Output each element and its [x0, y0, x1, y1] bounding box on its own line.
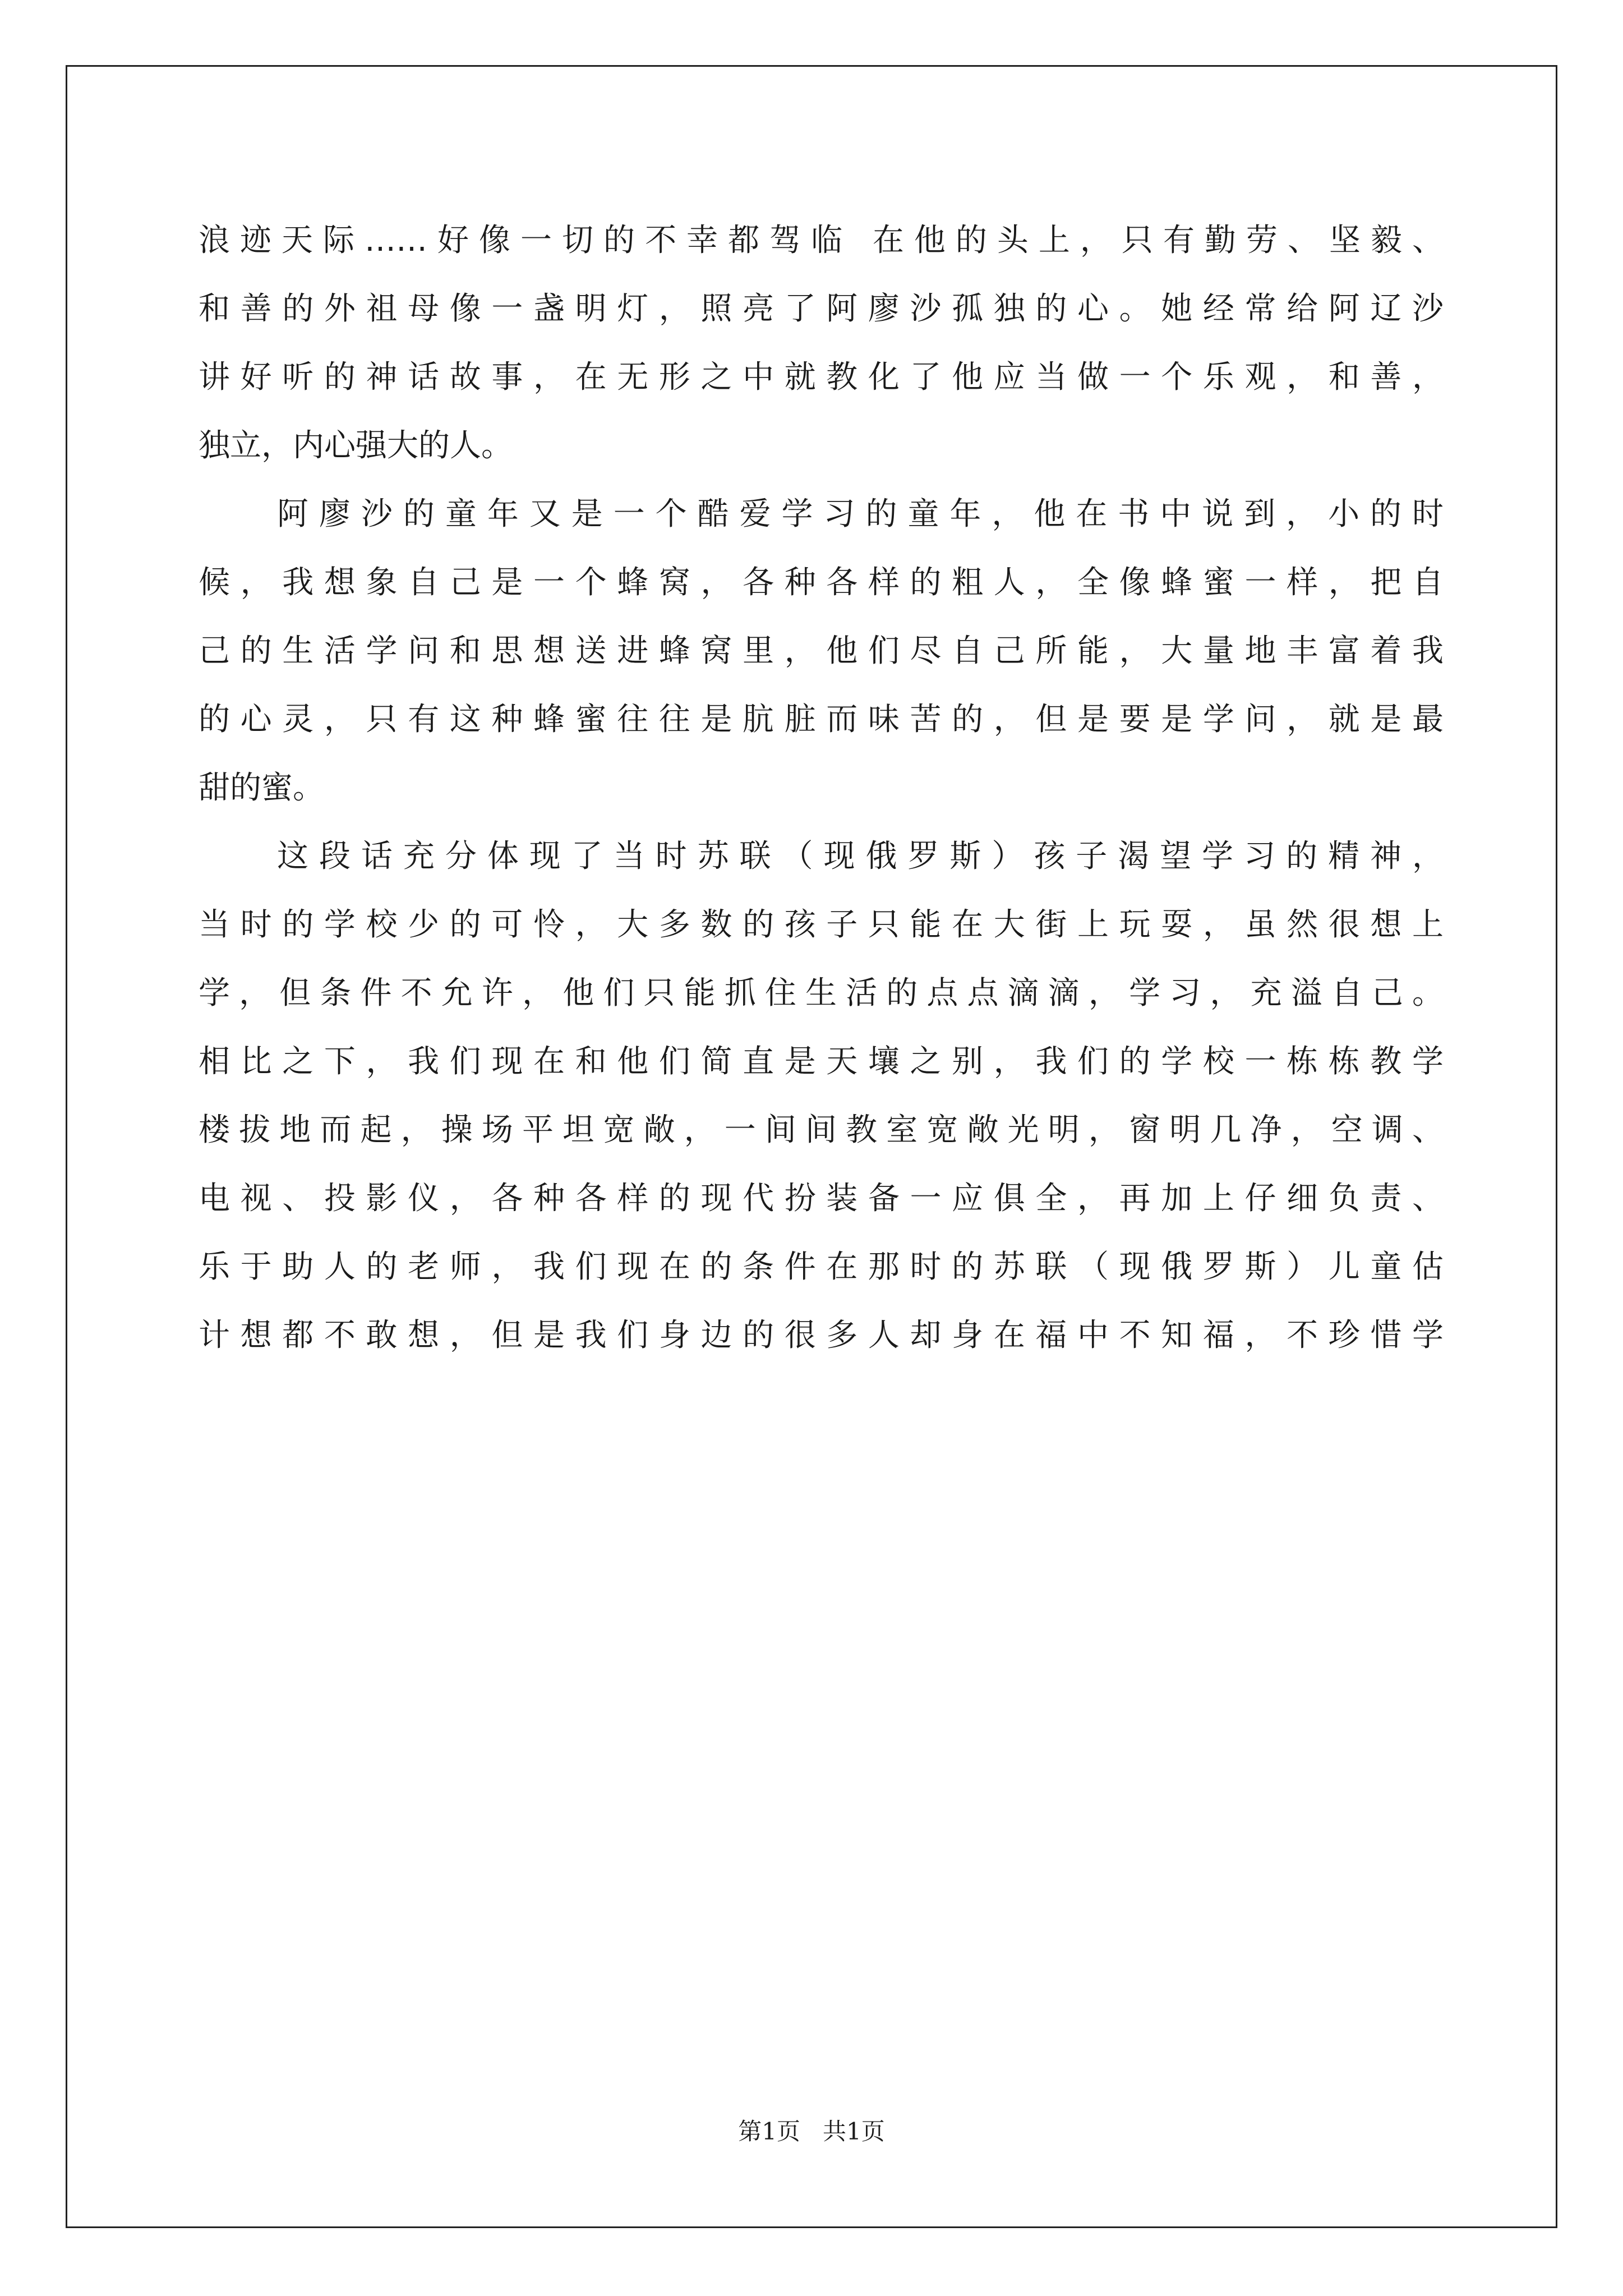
text-line: 电视、投影仪，各种各样的现代扮装备一应俱全，再加上仔细负责、: [199, 1180, 1444, 1217]
paragraph-first-line: 阿廖沙的童年又是一个酷爱学习的童年，他在书中说到，小的时: [277, 496, 1444, 532]
text-line: 计想都不敢想，但是我们身边的很多人却身在福中不知福，不珍惜学: [199, 1317, 1444, 1354]
document-body: [199, 206, 1444, 1370]
text-line: 候，我想象自己是一个蜂窝，各种各样的粗人，全像蜂蜜一样，把自: [199, 564, 1444, 601]
text-line: 浪迹天际……好像一切的不幸都驾临 在他的头上，只有勤劳、坚毅、: [199, 222, 1444, 259]
text-line: 甜的蜜。: [199, 770, 324, 806]
paragraph-first-line: 这段话充分体现了当时苏联（现俄罗斯）孩子渴望学习的精神，: [277, 838, 1444, 875]
text-line: 的心灵，只有这种蜂蜜往往是肮脏而味苦的，但是要是学问，就是最: [199, 701, 1444, 738]
text-line: 和善的外祖母像一盏明灯，照亮了阿廖沙孤独的心。她经常给阿辽沙: [199, 291, 1444, 327]
page-total: 共1页: [823, 2118, 885, 2145]
text-line: 乐于助人的老师，我们现在的条件在那时的苏联（现俄罗斯）儿童估: [199, 1249, 1444, 1285]
page-number: 第1页: [738, 2118, 800, 2145]
text-line: 楼拔地而起，操场平坦宽敞，一间间教室宽敞光明，窗明几净，空调、: [199, 1112, 1444, 1148]
text-line: 独立，内心强大的人。: [199, 427, 513, 464]
text-line: 相比之下，我们现在和他们简直是天壤之别，我们的学校一栋栋教学: [199, 1043, 1444, 1080]
text-line: 当时的学校少的可怜，大多数的孩子只能在大街上玩耍，虽然很想上: [199, 907, 1444, 943]
page-footer: [0, 2113, 1623, 2147]
text-line: 己的生活学问和思想送进蜂窝里，他们尽自己所能，大量地丰富着我: [199, 633, 1444, 669]
text-line: 学，但条件不允许，他们只能抓住生活的点点滴滴，学习，充溢自己。: [199, 975, 1444, 1011]
text-line: 讲好听的神话故事，在无形之中就教化了他应当做一个乐观，和善，: [199, 359, 1444, 395]
